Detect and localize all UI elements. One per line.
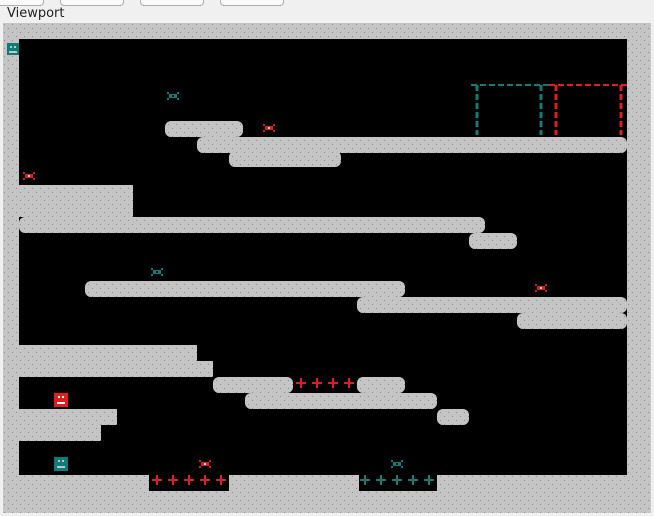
tab-4[interactable] [220,0,284,6]
panel-title: Viewport [7,6,65,21]
platform [165,121,243,137]
platform [19,201,133,217]
platforms [19,121,627,491]
platform [517,313,627,329]
teal-spike-icon [360,475,434,485]
platform [197,137,627,153]
platform [357,297,627,313]
wall-right [627,23,651,513]
platform [19,361,213,377]
platform [19,185,133,201]
platform [85,281,405,297]
viewport[interactable] [3,23,651,513]
platform [357,377,405,393]
wall-bottom [3,491,651,513]
wall-left [3,23,19,513]
platform [245,393,437,409]
platform [19,409,117,425]
platform [19,345,197,361]
platform [229,151,341,167]
platform [437,475,627,491]
tab-3[interactable] [140,0,204,6]
platform [19,217,485,233]
platform [437,409,469,425]
wall-top [3,23,651,39]
platform [19,475,149,491]
platform [229,475,359,491]
tab-2[interactable] [60,0,124,6]
gate-icon [471,85,627,135]
teal-player-icon[interactable] [54,457,68,471]
teal-player-icon[interactable] [7,43,19,55]
game-canvas[interactable] [3,23,651,513]
red-player-icon[interactable] [54,393,68,407]
tab-strip [0,0,654,6]
platform [19,425,101,441]
platform [213,377,293,393]
platform [469,233,517,249]
